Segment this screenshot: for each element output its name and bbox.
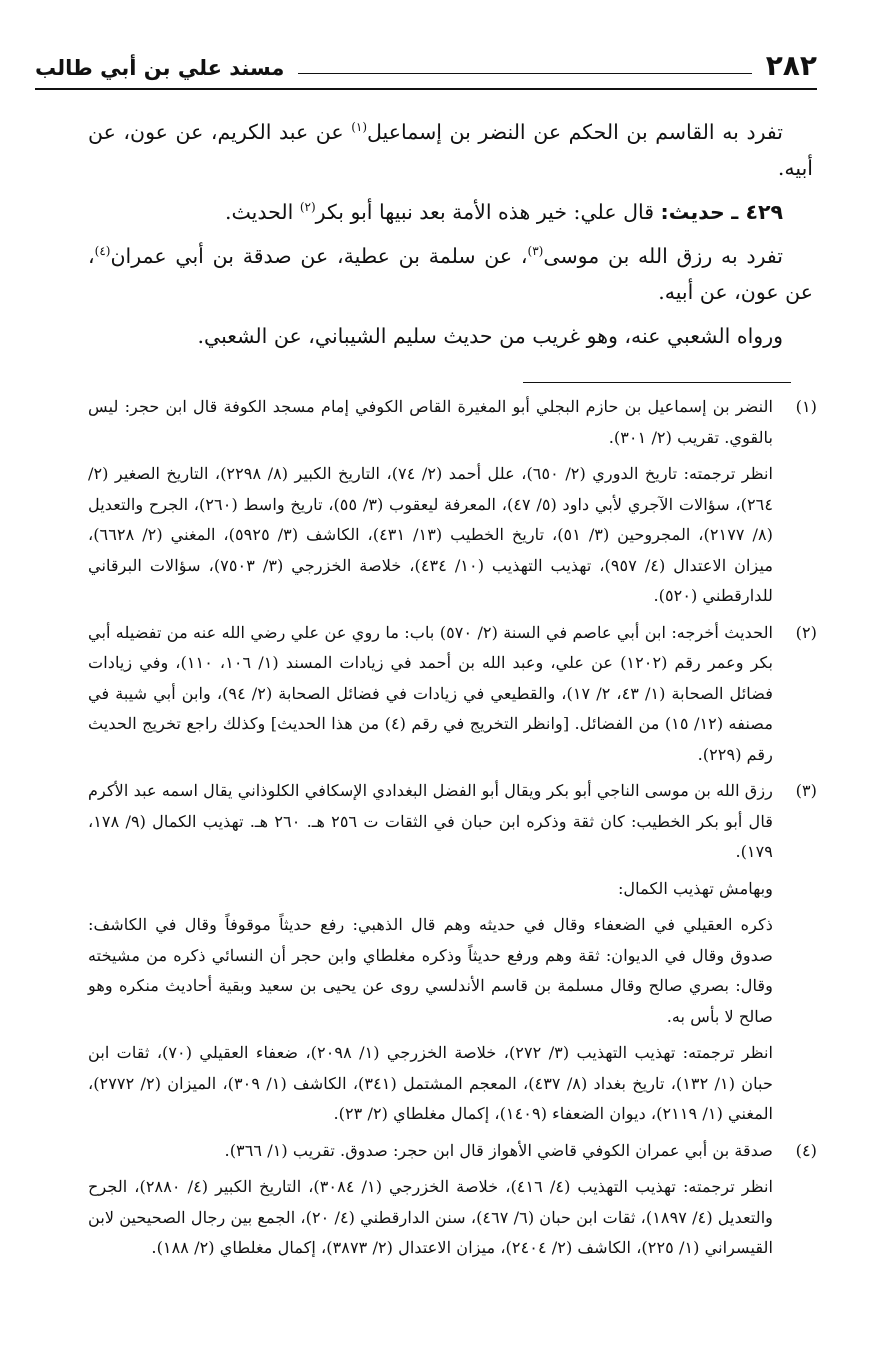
text-run: عن عبد الكريم، عن عون، عن أبيه. — [88, 120, 813, 180]
page-number: ٢٨٢ — [765, 49, 817, 82]
footnote-paragraph: رزق الله بن موسى الناجي أبو بكر ويقال أبو الفضل البغدادي الإسكافي الكلوذاني يقال اسمه عبد الأكرم قال أبو بكر الخطيب: كان ثقة وذكره ابن حبان في الثقات ت ٢٥٦ هـ. ٢٦٠ هـ. تهذيب الكمال (٩/ ١٧٨، ١٧٩). — [88, 781, 773, 861]
footnote-ref-1: (١) — [351, 120, 368, 135]
footnote-separator — [523, 382, 791, 383]
footnote-body — [88, 1136, 773, 1270]
paragraph-shabi — [88, 318, 813, 354]
footnote-3 — [88, 776, 817, 1136]
footnote-body — [88, 392, 773, 618]
text-run: تفرد به القاسم بن الحكم عن النضر بن إسماعيل — [367, 120, 783, 144]
main-text — [88, 114, 813, 362]
footnotes — [88, 392, 817, 1270]
footnote-marker: (٣) — [795, 781, 817, 800]
header-dash-line — [298, 73, 751, 74]
footnote-paragraph: وبهامش تهذيب الكمال: — [617, 878, 773, 898]
text-run: تفرد به رزق الله بن موسى — [543, 244, 783, 268]
footnote-4 — [88, 1136, 817, 1270]
footnote-1 — [88, 392, 817, 618]
hadith-text: قال علي: خير هذه الأمة بعد نبيها أبو بكر — [315, 200, 661, 224]
footnote-ref-4: (٤) — [94, 244, 111, 259]
footnote-paragraph: النضر بن إسماعيل بن حازم البجلي أبو المغيرة القاص الكوفي إمام مسجد الكوفة قال ابن حجر: ليس بالقوي. تقريب (٢/ ٣٠١). — [88, 397, 773, 447]
paragraph-tafarrud-1 — [88, 114, 813, 186]
paragraph-tafarrud-2 — [88, 238, 813, 310]
footnote-marker: (١) — [795, 397, 817, 416]
footnote-paragraph: ذكره العقيلي في الضعفاء وقال في حديثه وهم قال الذهبي: رفع حديثاً موقوفاً وقال في الكاشف: صدوق وقال في الديوان: ثقة وهم ورفع حديثاً وذكره مغلطاي وابن حجر أن النسائي ذكره من مشيخته وقال: بصري صالح وقال مسلمة بن قاسم الأندلسي روى عن يحيى بن سعيد وبقية أحاديث منكره وهو صالح لا بأس به. — [88, 915, 773, 1026]
text-run: ، عن عون، عن أبيه. — [88, 244, 813, 304]
footnote-paragraph: انظر ترجمته: تاريخ الدوري (٢/ ٦٥٠)، علل أحمد (٢/ ٧٤)، التاريخ الكبير (٨/ ٢٢٩٨)، التاريخ الصغير (٢/ ٢٦٤)، سؤالات الآجري لأبي داود (٥/ ٤٧)، المعرفة ليعقوب (٣/ ٥٥)، تاريخ واسط (٢٦٠)، الجرح والتعديل (٨/ ٢١٧٧)، المجروحين (٣/ ٥١)، تاريخ الخطيب (١٣/ ٤٣١)، الكاشف (٣/ ٥٩٢٥)، المغني (٢/ ٦٦٢٨)، ميزان الاعتدال (٤/ ٩٥٧)، تهذيب التهذيب (١٠/ ٤٣٤)، خلاصة الخزرجي (٣/ ٧٥٠٣)، سؤالات البرقاني للدارقطني (٥٢٠). — [88, 464, 774, 605]
footnote-marker: (٤) — [795, 1140, 817, 1160]
book-title: مسند علي بن أبي طالب — [35, 56, 285, 80]
footnote-paragraph: صدقة بن أبي عمران الكوفي قاضي الأهواز قال ابن حجر: صدوق. تقريب (١/ ٣٦٦). — [224, 1140, 773, 1160]
header-rule — [35, 88, 817, 90]
footnote-paragraph: الحديث أخرجه: ابن أبي عاصم في السنة (٢/ ٥٧٠) باب: ما روي عن علي رضي الله عنه من تفضيله أبي بكر وعمر رقم (١٢٠٢) عن علي، وعبد الله بن أحمد في زيادات المسند (١/ ١٠٦، ١١٠)، وفي زيادات فضائل الصحابة (١/ ٤٣، ٢/ ١٧)، والقطيعي في زيادات في فضائل الصحابة (٢/ ٩٤)، وابن أبي شيبة في مصنفه (١٢/ ١٥) من الفضائل. [وانظر التخريج في رقم (٤) من هذا الحديث] وكذلك راجع تخريج الحديث رقم (٢٢٩). — [88, 622, 774, 764]
text-run: الحديث. — [225, 200, 300, 224]
footnote-body — [88, 618, 773, 777]
hadith-label: حديث: — [660, 200, 725, 224]
running-header — [35, 40, 817, 84]
text-run: ورواه الشعبي عنه، وهو غريب من حديث سليم الشيباني، عن الشعبي. — [197, 324, 783, 348]
hadith-number: ٤٢٩ ـ — [731, 200, 783, 224]
footnote-marker: (٢) — [795, 622, 817, 642]
footnote-paragraph: انظر ترجمته: تهذيب التهذيب (٣/ ٢٧٢)، خلاصة الخزرجي (١/ ٢٠٩٨)، ضعفاء العقيلي (٧٠)، ثقات ابن حبان (١/ ١٣٢)، تاريخ بغداد (٨/ ٤٣٧)، المعجم المشتمل (٣٤١)، الكاشف (١/ ٣٠٩)، الميزان (٢/ ٢٧٧٢)، المغني (١/ ٢١١٩)، ديوان الضعفاء (١٤٠٩)، إكمال مغلطاي (٢/ ٢٣). — [88, 1043, 773, 1123]
footnote-body — [88, 776, 773, 1136]
footnote-ref-2: (٢) — [299, 200, 316, 215]
footnote-paragraph: انظر ترجمته: تهذيب التهذيب (٤/ ٤١٦)، خلاصة الخزرجي (١/ ٣٠٨٤)، التاريخ الكبير (٤/ ٢٨٨٠)، الجرح والتعديل (٤/ ١٨٩٧)، ثقات ابن حبان (٦/ ٤٦٧)، سنن الدارقطني (٤/ ٢٠)، الجمع بين رجال الصحيحين لابن القيسراني (١/ ٢٢٥)، الكاشف (٢/ ٢٤٠٤)، ميزان الاعتدال (٢/ ٣٨٧٣)، إكمال مغلطاي (٢/ ١٨٨). — [88, 1177, 774, 1257]
footnote-2 — [88, 618, 817, 777]
hadith-429 — [88, 194, 813, 230]
text-run: ، عن سلمة بن عطية، عن صدقة بن أبي عمران — [110, 244, 528, 268]
footnote-ref-3: (٣) — [527, 244, 544, 259]
